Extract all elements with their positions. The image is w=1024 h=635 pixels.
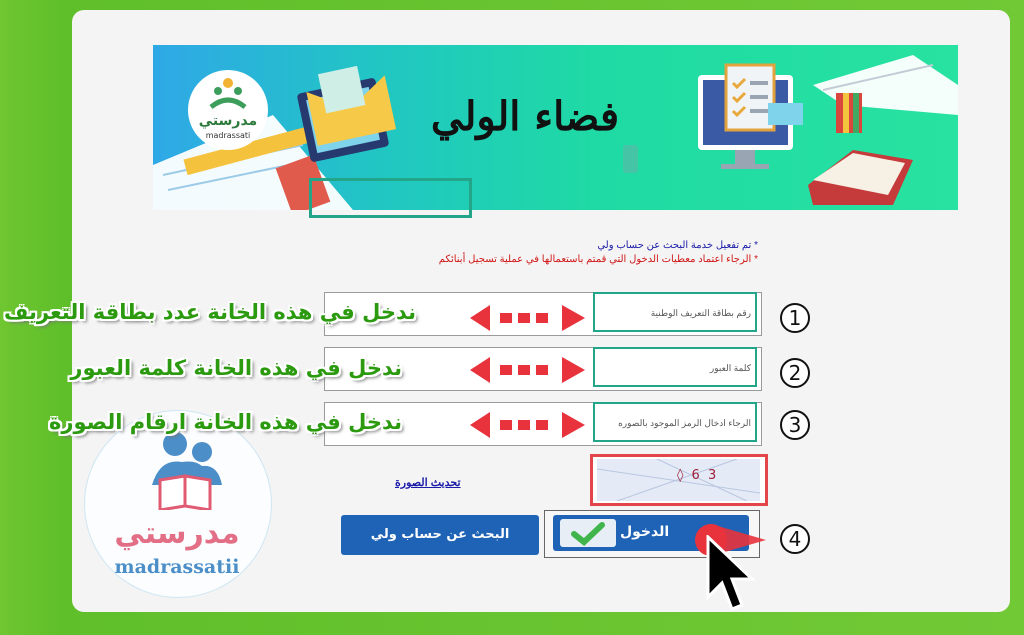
check-icon-box [560, 519, 616, 547]
double-arrow-icon [470, 355, 585, 385]
annotation-step2: ندخل في هذه الخانة كلمة العبور [70, 356, 402, 380]
captcha-code: ◊ 6 3 [677, 468, 719, 483]
annotation-step3: ندخل في هذه الخانة ارقام الصورة [48, 410, 402, 434]
annotation-step1: ندخل في هذه الخانة عدد بطاقة التعريف [3, 300, 416, 324]
family-reading-icon [140, 430, 230, 510]
password-placeholder: كلمة العبور [709, 363, 751, 373]
login-button-label: الدخول [620, 524, 670, 540]
logo-latin-text: madrassati [205, 131, 251, 140]
watermark-arabic: مدرستي [114, 516, 240, 551]
captcha-placeholder: الرجاء ادخال الرمز الموجود بالصوره [618, 418, 751, 428]
refresh-captcha-link[interactable]: تحديث الصورة [395, 477, 461, 489]
banner-title: فضاء الولي [430, 93, 620, 140]
search-parent-account-button[interactable]: البحث عن حساب ولي [341, 515, 539, 555]
notice-search-service: * تم تفعيل خدمة البحث عن حساب ولي [597, 240, 758, 251]
notice-login-data: * الرجاء اعتماد معطيات الدخول التي قمتم باستعمالها في عملية تسجيل أبنائكم [438, 254, 758, 265]
double-arrow-icon [470, 303, 585, 333]
step-1-badge: 1 [780, 303, 810, 333]
logo-figures-icon [203, 75, 253, 115]
step-4-badge: 4 [780, 524, 810, 554]
double-arrow-icon [470, 410, 585, 440]
banner-highlight-box [309, 178, 472, 218]
watermark-latin: madrassatii [114, 556, 240, 578]
captcha-image [597, 459, 760, 501]
parent-space-banner [153, 45, 958, 210]
step-2-badge: 2 [780, 358, 810, 388]
step-3-badge: 3 [780, 410, 810, 440]
national-id-placeholder: رقم بطاقة التعريف الوطنية [650, 308, 751, 318]
logo-arabic-text: مدرستي [198, 113, 258, 129]
mouse-cursor-icon [704, 535, 756, 613]
